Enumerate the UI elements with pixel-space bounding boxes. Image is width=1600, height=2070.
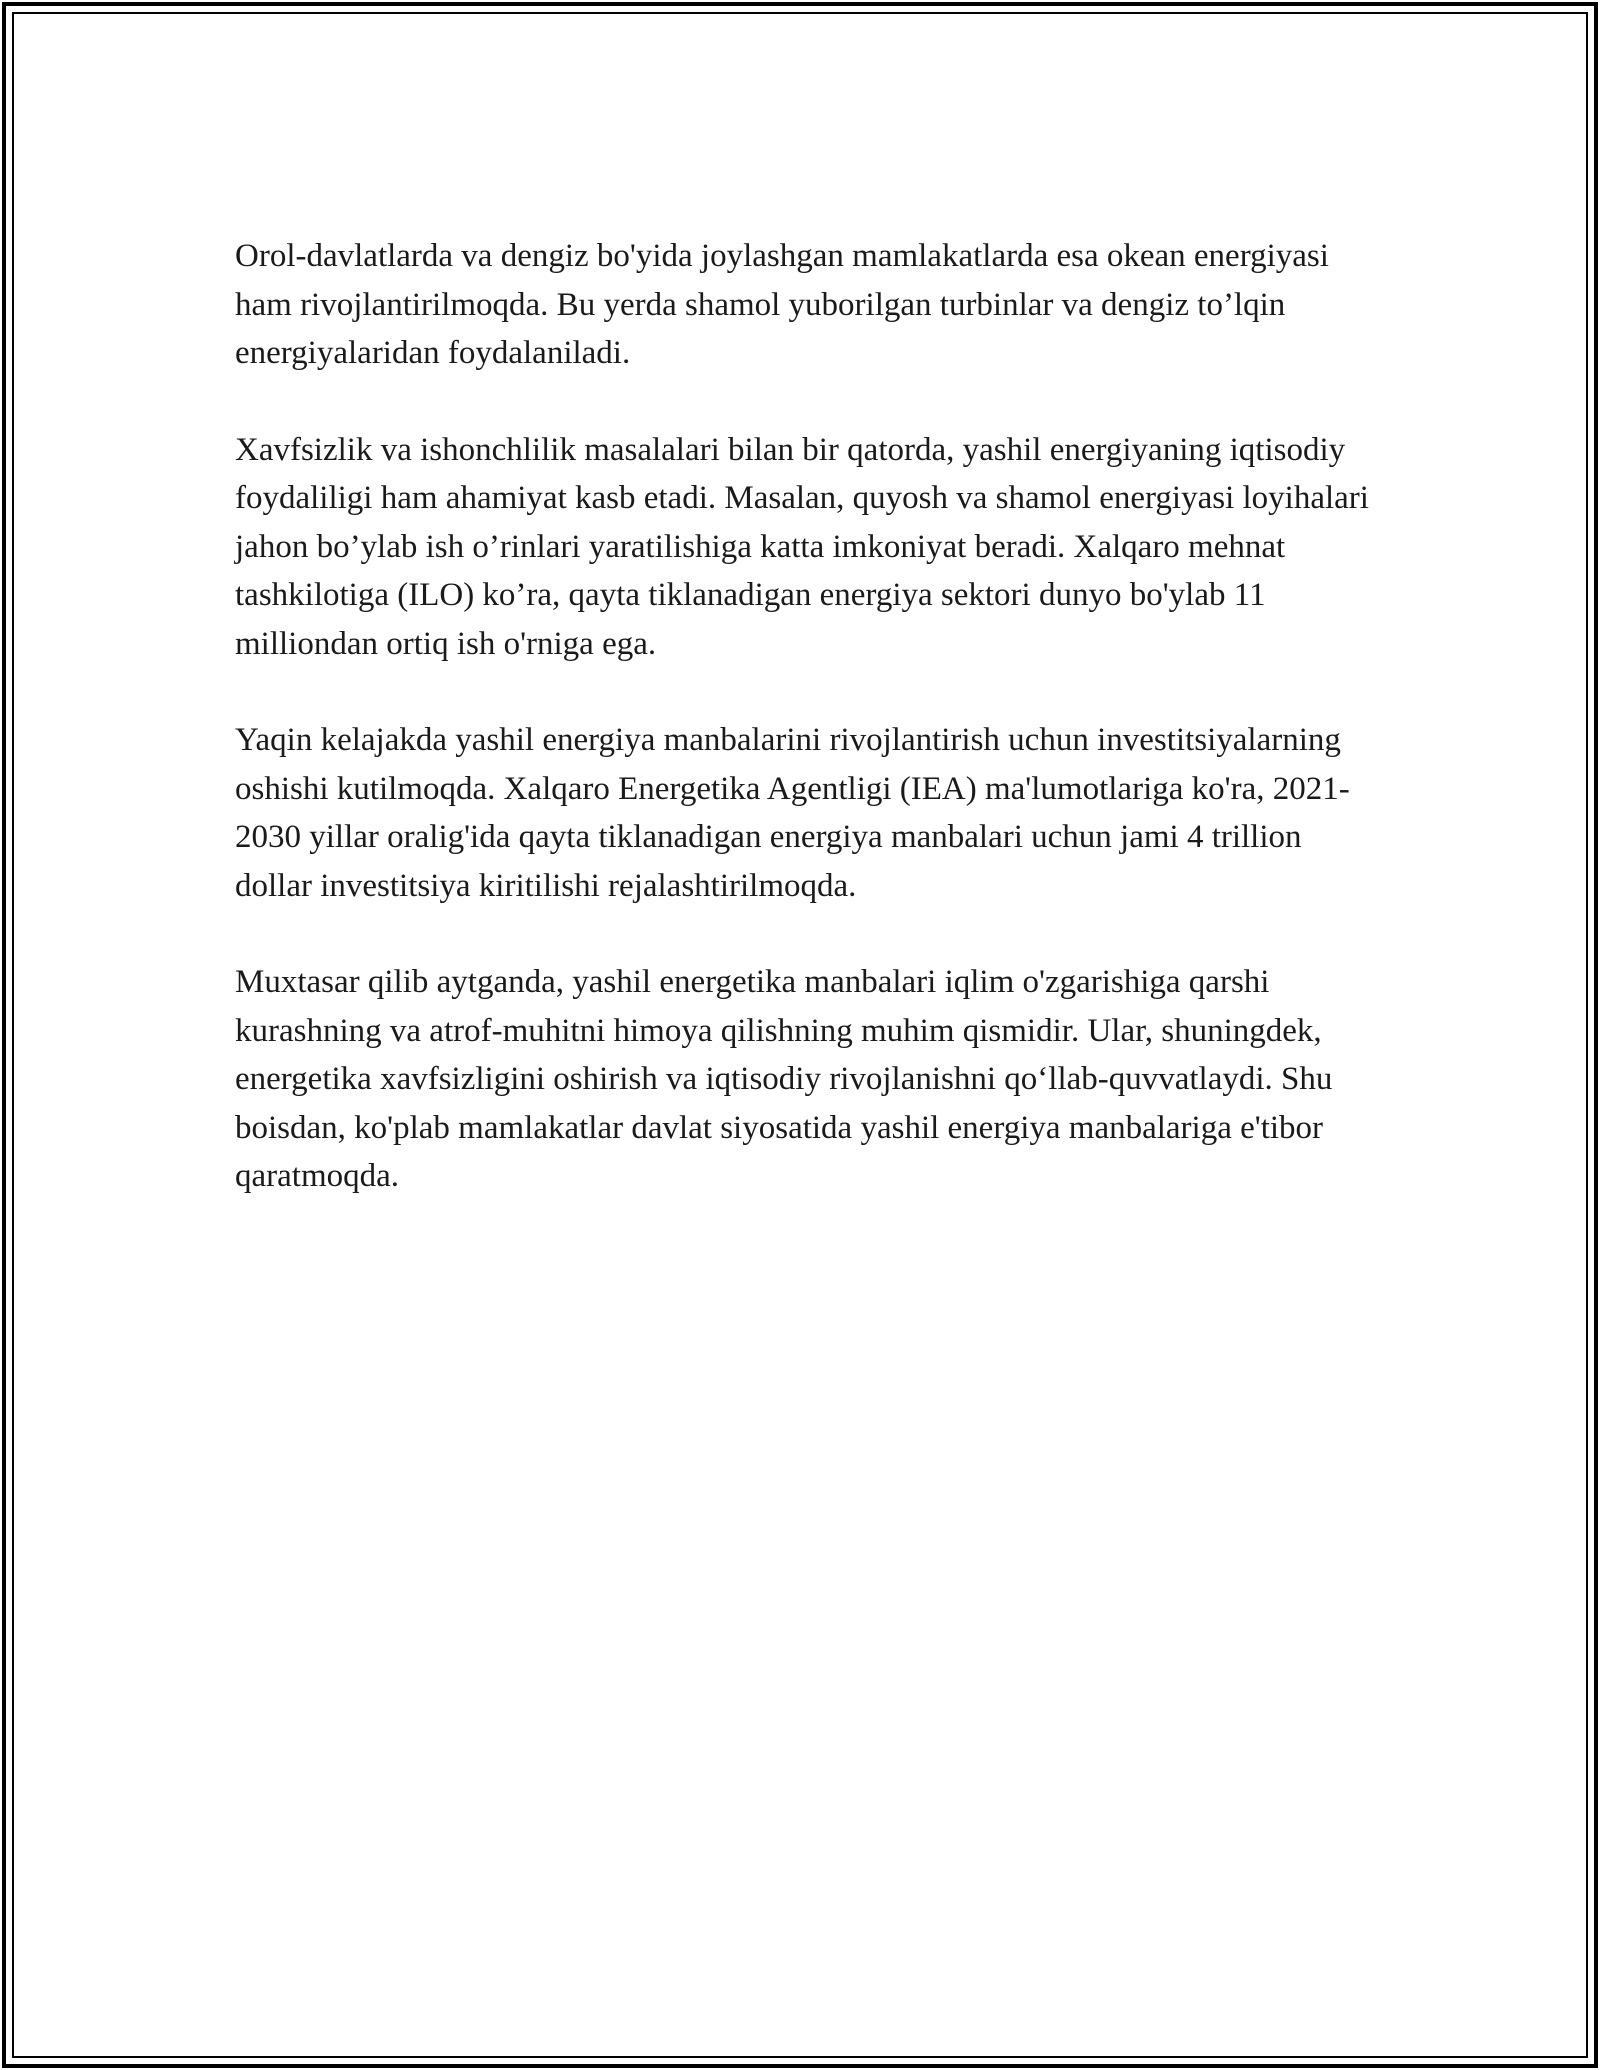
paragraph-economic-benefits: Xavfsizlik va ishonchlilik masalalari bilan bir qatorda, yashil energiyaning iqtisodiy foydaliligi ham ahamiyat kasb etadi. Masalan, quyosh va shamol energiyasi loyihalari jahon bo’ylab ish o’rinlari yaratilishiga katta imkoniyat beradi. Xalqaro mehnat tashkilotiga (ILO) ko’ra, qayta tiklanadigan energiya sektori dunyo bo'ylab 11 milliondan ortiq ish o'rniga ega.: [235, 431, 1369, 662]
paragraph-conclusion: Muxtasar qilib aytganda, yashil energetika manbalari iqlim o'zgarishiga qarshi kurashning va atrof-muhitni himoya qilishning muhim qismidir. Ular, shuningdek, energetika xavfsizligini oshirish va iqtisodiy rivojlanishni qo‘llab-quvvatlaydi. Shu boisdan, ko'plab mamlakatlar davlat siyosatida yashil energiya manbalariga e'tibor qaratmoqda.: [235, 964, 1333, 1194]
document-body: [235, 232, 1385, 1249]
paragraph-investment-outlook: Yaqin kelajakda yashil energiya manbalarini rivojlantirish uchun investitsiyalarning oshishi kutilmoqda. Xalqaro Energetika Agentligi (IEA) ma'lumotlariga ko'ra, 2021-2030 yillar oralig'ida qayta tiklanadigan energiya manbalari uchun jami 4 trillion dollar investitsiya kiritilishi rejalashtirilmoqda.: [235, 722, 1350, 904]
paragraph-ocean-energy: Orol-davlatlarda va dengiz bo'yida joylashgan mamlakatlarda esa okean energiyasi ham rivojlantirilmoqda. Bu yerda shamol yuborilgan turbinlar va dengiz to’lqin energiyalaridan foydalaniladi.: [235, 238, 1329, 371]
